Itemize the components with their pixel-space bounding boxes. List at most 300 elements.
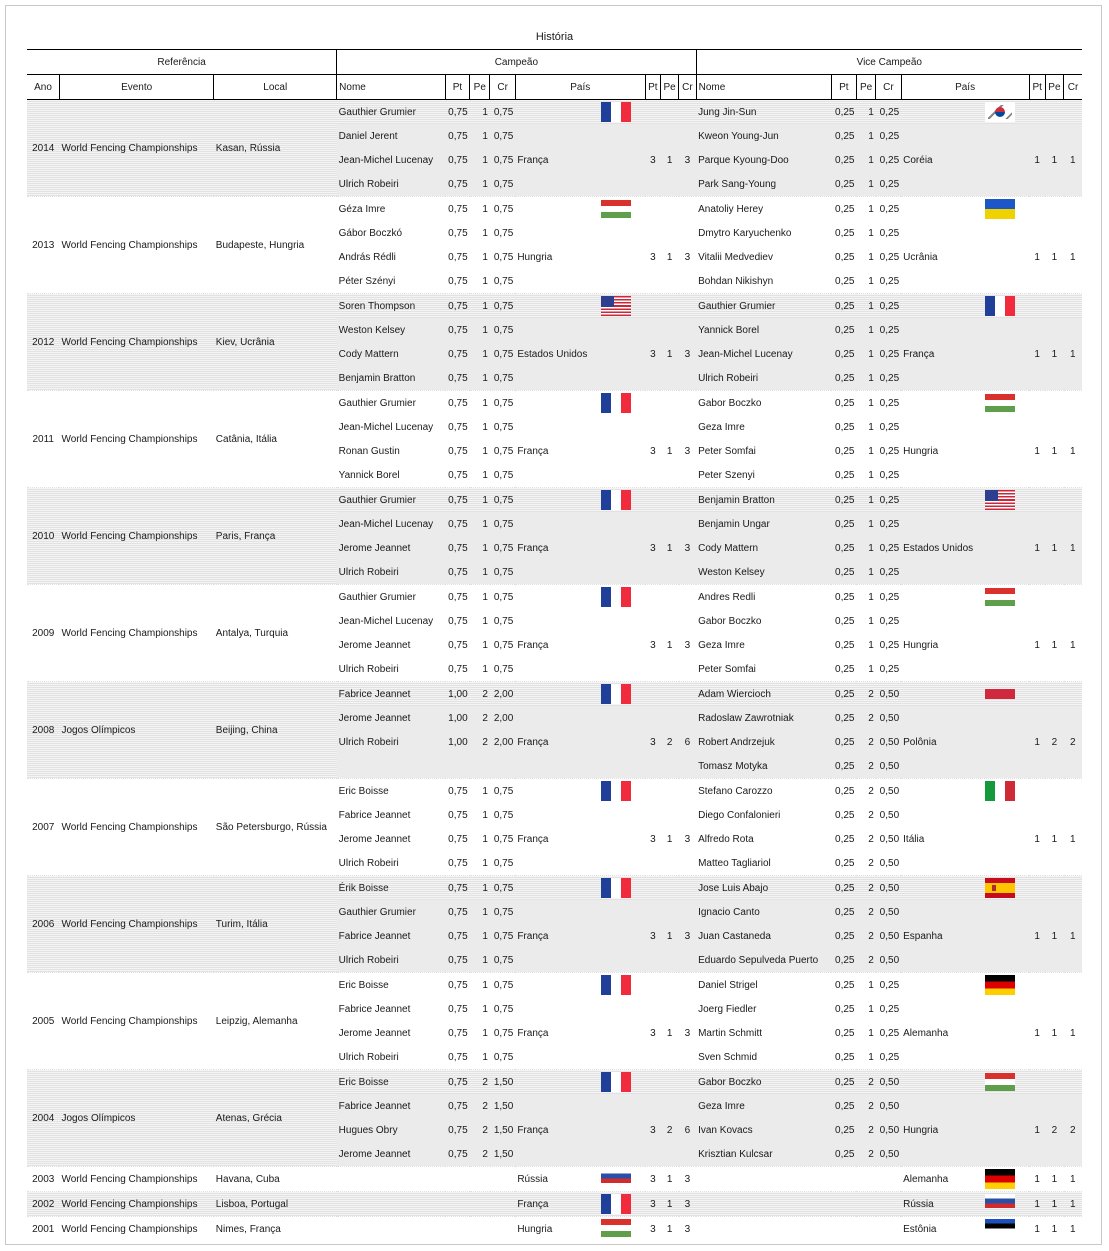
empty-cell <box>679 269 696 294</box>
champion-member-name: Gauthier Grumier <box>337 488 446 513</box>
vice-member-cr: 0,25 <box>876 148 901 172</box>
champion-member-pe: 1 <box>470 100 490 125</box>
empty-cell <box>660 415 678 439</box>
champion-member-name: Jean-Michel Lucenay <box>337 512 446 536</box>
champion-country-cr: 3 <box>679 148 696 172</box>
champion-member-pt <box>445 1217 469 1242</box>
empty-cell <box>1029 682 1045 707</box>
cell-evento: World Fencing Championships <box>59 488 213 585</box>
empty-cell <box>679 463 696 488</box>
empty-cell <box>1045 948 1063 973</box>
vice-member-cr: 0,50 <box>876 1142 901 1167</box>
empty-cell <box>1045 1142 1063 1167</box>
flag-fr-icon <box>601 975 631 995</box>
empty-cell <box>679 682 696 707</box>
vice-member-cr: 0,25 <box>879 275 900 287</box>
champion-country-name: França <box>515 730 645 754</box>
vice-member-cr: 0,25 <box>879 469 900 481</box>
empty-cell <box>901 1045 1029 1070</box>
empty-cell <box>1045 100 1063 125</box>
empty-cell <box>660 1142 678 1167</box>
empty-cell <box>1029 1070 1045 1095</box>
champion-member-cr: 0,75 <box>490 585 515 610</box>
champion-flag <box>515 1070 645 1095</box>
vice-member-pe: 1 <box>856 318 875 342</box>
champion-country-cr: 3 <box>684 1027 691 1039</box>
empty-cell <box>679 997 696 1021</box>
empty-cell <box>660 512 678 536</box>
champion-member-name: Gauthier Grumier <box>337 900 446 924</box>
col-vice-country-pt: Pt <box>1029 75 1045 100</box>
empty-cell <box>1045 318 1063 342</box>
champion-member-name: Jerome Jeannet <box>337 536 446 560</box>
champion-member-cr: 0,75 <box>490 148 515 172</box>
champion-member-pt: 0,75 <box>445 148 469 172</box>
empty-cell <box>1045 779 1063 804</box>
vice-member-name: Alfredo Rota <box>698 833 754 845</box>
vice-member-pe: 2 <box>856 779 875 804</box>
champion-member-pt: 0,75 <box>448 1027 468 1039</box>
vice-country-cr: 2 <box>1064 730 1082 754</box>
cell-evento: World Fencing Championships <box>59 973 213 1070</box>
vice-member-pt <box>831 1167 856 1192</box>
empty-cell <box>1029 512 1045 536</box>
champion-member-pe: 2 <box>470 1094 490 1118</box>
champion-member-cr: 0,75 <box>490 197 515 222</box>
champion-member-name: Ulrich Robeiri <box>337 172 446 197</box>
vice-country-pt: 1 <box>1029 536 1045 560</box>
vice-member-pe <box>856 1167 875 1192</box>
vice-member-pe: 2 <box>868 809 874 821</box>
champion-member-pt: 1,00 <box>445 706 469 730</box>
champion-member-name: Gábor Boczkó <box>338 227 403 239</box>
empty-cell <box>660 488 678 513</box>
champion-member-cr: 0,75 <box>490 512 515 536</box>
champion-member-pt: 0,75 <box>445 900 469 924</box>
champion-member-name: Ulrich Robeiri <box>338 857 399 869</box>
empty-cell <box>1064 585 1082 610</box>
col-vice-pais: País <box>901 75 1029 100</box>
empty-cell <box>679 657 696 682</box>
empty-cell <box>515 512 645 536</box>
champion-flag <box>515 391 645 416</box>
cell-ano: 2002 <box>27 1192 59 1217</box>
empty-cell <box>515 415 645 439</box>
champion-member-name <box>337 754 446 779</box>
empty-cell <box>679 585 696 610</box>
empty-cell <box>660 851 678 876</box>
table-row <box>27 1167 1082 1192</box>
empty-cell <box>660 754 678 779</box>
champion-member-pe: 1 <box>470 973 490 998</box>
table-row <box>27 391 1082 416</box>
champion-member-cr <box>490 1192 515 1217</box>
vice-member-pe: 2 <box>856 876 875 901</box>
col-vice-pe: Pe <box>856 75 875 100</box>
flag-hu-icon <box>985 588 1015 606</box>
empty-cell <box>1045 366 1063 391</box>
vice-member-pe: 1 <box>856 973 875 998</box>
vice-member-pe: 1 <box>868 663 874 675</box>
vice-member-cr: 0,25 <box>876 294 901 319</box>
vice-member-cr: 0,50 <box>879 857 900 869</box>
empty-cell <box>660 269 678 294</box>
group-campeao: Campeão <box>337 50 696 75</box>
col-champion-pe: Pe <box>470 75 490 100</box>
champion-country-pe: 1 <box>660 148 678 172</box>
vice-member-pt: 0,25 <box>831 779 856 804</box>
vice-member-pt: 0,25 <box>831 1070 856 1095</box>
cell-local: Havana, Cuba <box>214 1167 337 1192</box>
empty-cell <box>645 1045 660 1070</box>
vice-member-cr: 0,25 <box>876 973 901 998</box>
empty-cell <box>660 366 678 391</box>
col-champion-country-pt: Pt <box>645 75 660 100</box>
vice-member-pe: 2 <box>856 1118 875 1142</box>
vice-member-name: Krisztian Kulcsar <box>696 1142 831 1167</box>
vice-member-cr: 0,50 <box>876 1070 901 1095</box>
champion-member-pe: 1 <box>470 512 490 536</box>
vice-member-cr: 0,25 <box>879 639 900 651</box>
cell-evento: World Fencing Championships <box>59 100 213 197</box>
vice-country-name: Estônia <box>903 1223 937 1235</box>
empty-cell <box>1064 100 1082 125</box>
vice-member-cr: 0,50 <box>876 682 901 707</box>
vice-member-name: Juan Castaneda <box>696 924 831 948</box>
vice-member-pe: 1 <box>868 1003 874 1015</box>
empty-cell <box>901 1094 1029 1118</box>
vice-member-name: Benjamin Bratton <box>696 488 831 513</box>
empty-cell <box>660 124 678 148</box>
vice-country-pe: 1 <box>1045 1192 1063 1217</box>
empty-cell <box>1064 463 1082 488</box>
champion-member-name: Eric Boisse <box>337 779 446 804</box>
empty-cell <box>1064 997 1082 1021</box>
empty-cell <box>1029 488 1045 513</box>
empty-cell <box>1029 124 1045 148</box>
vice-member-name: Gabor Boczko <box>696 391 831 416</box>
champion-member-pt: 0,75 <box>445 342 469 366</box>
empty-cell <box>660 1070 678 1095</box>
champion-member-pe: 1 <box>470 560 490 585</box>
champion-member-name <box>337 1217 446 1242</box>
vice-member-pe: 2 <box>856 924 875 948</box>
champion-member-cr: 2,00 <box>490 706 515 730</box>
vice-member-name: Geza Imre <box>698 639 745 651</box>
vice-member-cr: 0,25 <box>879 1051 900 1063</box>
vice-country-cr: 2 <box>1064 1118 1082 1142</box>
empty-cell <box>645 512 660 536</box>
vice-member-cr: 0,25 <box>879 615 900 627</box>
empty-cell <box>679 221 696 245</box>
champion-member-name: Érik Boisse <box>337 876 446 901</box>
empty-cell <box>645 1070 660 1095</box>
empty-cell <box>679 803 696 827</box>
vice-member-cr: 0,25 <box>876 342 901 366</box>
champion-country-name: Rússia <box>517 1173 548 1185</box>
vice-country-pt: 1 <box>1029 1167 1045 1192</box>
col-champion-cr: Cr <box>490 75 515 100</box>
vice-member-pe: 2 <box>856 900 875 924</box>
vice-member-pe: 1 <box>868 639 874 651</box>
vice-member-name: Park Sang-Young <box>696 172 831 197</box>
champion-country-pt: 3 <box>645 1118 660 1142</box>
champion-member-pe <box>470 1192 490 1217</box>
vice-member-name: Diego Confalonieri <box>698 809 781 821</box>
vice-member-pt: 0,25 <box>835 445 855 457</box>
vice-member-name: Stefano Carozzo <box>696 779 831 804</box>
champion-member-pe: 1 <box>470 197 490 222</box>
champion-member-pt: 0,75 <box>445 100 469 125</box>
empty-cell <box>1045 900 1063 924</box>
vice-country-pt: 1 <box>1029 148 1045 172</box>
vice-member-cr: 0,25 <box>879 227 900 239</box>
vice-member-name: Cody Mattern <box>696 536 831 560</box>
vice-country-pe: 1 <box>1045 924 1063 948</box>
empty-cell <box>901 706 1029 730</box>
empty-cell <box>1045 415 1063 439</box>
champion-member-name: Fabrice Jeannet <box>337 682 446 707</box>
empty-cell <box>645 560 660 585</box>
champion-member-pt: 0,75 <box>445 973 469 998</box>
empty-cell <box>1064 415 1082 439</box>
col-local: Local <box>214 75 337 100</box>
empty-cell <box>660 1045 678 1070</box>
empty-cell <box>1029 876 1045 901</box>
empty-cell <box>515 803 645 827</box>
champion-member-pe: 1 <box>482 639 488 651</box>
empty-cell <box>515 1142 645 1167</box>
champion-member-pe <box>470 754 490 779</box>
champion-member-pe: 1 <box>470 366 490 391</box>
vice-member-name: Jean-Michel Lucenay <box>696 342 831 366</box>
empty-cell <box>660 876 678 901</box>
champion-member-pe: 1 <box>482 445 488 457</box>
champion-member-pt: 0,75 <box>445 536 469 560</box>
empty-cell <box>645 391 660 416</box>
flag-fr-icon <box>601 102 631 122</box>
champion-flag <box>515 876 645 901</box>
empty-cell <box>645 803 660 827</box>
flag-ua-icon <box>985 199 1015 219</box>
empty-cell <box>645 463 660 488</box>
empty-cell <box>679 1045 696 1070</box>
champion-member-cr: 0,75 <box>490 948 515 973</box>
vice-country-name: Espanha <box>901 924 1029 948</box>
vice-member-pt: 0,25 <box>831 948 856 973</box>
champion-country <box>515 1192 645 1217</box>
empty-cell <box>645 488 660 513</box>
champion-member-pt: 0,75 <box>445 512 469 536</box>
champion-member-pt: 0,75 <box>445 1094 469 1118</box>
empty-cell <box>1029 779 1045 804</box>
flag-us-icon <box>601 296 631 316</box>
empty-cell <box>1029 294 1045 319</box>
empty-cell <box>645 706 660 730</box>
empty-cell <box>1029 609 1045 633</box>
champion-member-pt: 0,75 <box>445 1070 469 1095</box>
champion-country-pe: 2 <box>660 730 678 754</box>
vice-flag <box>901 100 1029 125</box>
champion-member-name: Géza Imre <box>337 197 446 222</box>
empty-cell <box>901 221 1029 245</box>
empty-cell <box>645 682 660 707</box>
champion-member-pt: 0,75 <box>448 857 468 869</box>
vice-member-pt: 0,25 <box>831 585 856 610</box>
champion-member-cr <box>490 1167 515 1192</box>
table-row <box>27 1192 1082 1217</box>
flag-fr-icon <box>601 781 631 801</box>
empty-cell <box>1029 997 1045 1021</box>
flag-de-icon <box>985 975 1015 995</box>
champion-member-cr: 0,75 <box>493 663 514 675</box>
champion-member-pe: 1 <box>470 391 490 416</box>
vice-member-pt: 0,25 <box>831 1142 856 1167</box>
vice-member-name <box>696 1217 831 1242</box>
cell-ano: 2008 <box>27 682 59 779</box>
champion-member-pe: 1 <box>470 876 490 901</box>
cell-evento: Jogos Olímpicos <box>59 682 213 779</box>
vice-member-name: Robert Andrzejuk <box>696 730 831 754</box>
champion-member-pe: 2 <box>470 1070 490 1095</box>
empty-cell <box>660 997 678 1021</box>
vice-member-pt: 0,25 <box>831 682 856 707</box>
empty-cell <box>679 294 696 319</box>
champion-country-pe: 1 <box>666 445 673 457</box>
empty-cell <box>1029 197 1045 222</box>
champion-country-pe: 1 <box>666 833 673 845</box>
vice-country-name: Hungria <box>903 639 939 651</box>
champion-country-cr: 6 <box>679 730 696 754</box>
vice-member-pe: 2 <box>856 948 875 973</box>
vice-member-cr: 0,25 <box>879 445 900 457</box>
empty-cell <box>1045 512 1063 536</box>
empty-cell <box>660 294 678 319</box>
flag-fr-icon <box>601 1194 631 1214</box>
vice-country-pe: 2 <box>1045 730 1063 754</box>
champion-flag <box>515 973 645 998</box>
vice-member-pt: 0,25 <box>831 342 856 366</box>
empty-cell <box>515 463 645 488</box>
empty-cell <box>1045 973 1063 998</box>
empty-cell <box>1029 172 1045 197</box>
vice-member-pe: 2 <box>856 754 875 779</box>
vice-country <box>901 1167 1029 1192</box>
champion-country-pt: 3 <box>650 251 656 263</box>
champion-country-name: França <box>515 148 645 172</box>
empty-cell <box>645 876 660 901</box>
champion-member-name: Cody Mattern <box>337 342 446 366</box>
vice-member-pt: 0,25 <box>831 924 856 948</box>
vice-member-pt: 0,25 <box>835 615 855 627</box>
champion-member-name: Hugues Obry <box>337 1118 446 1142</box>
empty-cell <box>1045 221 1063 245</box>
empty-cell <box>679 100 696 125</box>
empty-cell <box>901 851 1029 876</box>
vice-member-cr: 0,25 <box>876 512 901 536</box>
champion-country-pt: 3 <box>645 148 660 172</box>
cell-local: Catânia, Itália <box>214 391 337 488</box>
vice-member-pt: 0,25 <box>831 560 856 585</box>
champion-member-cr: 0,75 <box>493 421 514 433</box>
empty-cell <box>660 657 678 682</box>
col-vice-pt: Pt <box>831 75 856 100</box>
champion-member-name: Jean-Michel Lucenay <box>337 148 446 172</box>
cell-ano: 2013 <box>27 197 59 294</box>
empty-cell <box>901 512 1029 536</box>
vice-country-name: Coréia <box>901 148 1029 172</box>
empty-cell <box>679 876 696 901</box>
vice-member-pe: 1 <box>856 488 875 513</box>
empty-cell <box>901 415 1029 439</box>
vice-member-pt: 0,25 <box>831 876 856 901</box>
champion-country-cr: 3 <box>679 342 696 366</box>
empty-cell <box>901 803 1029 827</box>
champion-country-pe: 2 <box>660 1118 678 1142</box>
champion-member-pt: 0,75 <box>445 366 469 391</box>
vice-member-pe: 1 <box>856 342 875 366</box>
empty-cell <box>660 318 678 342</box>
vice-member-pe: 1 <box>868 421 874 433</box>
empty-cell <box>901 560 1029 585</box>
empty-cell <box>645 779 660 804</box>
vice-member-pe: 2 <box>856 730 875 754</box>
empty-cell <box>1029 269 1045 294</box>
empty-cell <box>1045 269 1063 294</box>
champion-member-cr: 0,75 <box>493 445 514 457</box>
vice-member-pe <box>856 1192 875 1217</box>
empty-cell <box>660 1094 678 1118</box>
flag-ee-icon <box>985 1219 1015 1233</box>
champion-member-pt <box>445 754 469 779</box>
cell-evento: World Fencing Championships <box>59 1192 213 1217</box>
empty-cell <box>1064 172 1082 197</box>
champion-member-pt: 0,75 <box>448 1051 468 1063</box>
empty-cell <box>660 803 678 827</box>
champion-member-pe: 1 <box>482 275 488 287</box>
champion-member-cr: 0,75 <box>493 227 514 239</box>
vice-country-cr: 1 <box>1064 1167 1082 1192</box>
champion-member-pe: 1 <box>482 857 488 869</box>
champion-member-pt: 0,75 <box>448 639 468 651</box>
empty-cell <box>515 657 645 682</box>
flag-fr-icon <box>601 490 631 510</box>
vice-country-pe: 1 <box>1051 833 1058 845</box>
vice-country-pe: 1 <box>1051 639 1058 651</box>
flag-hu-icon <box>985 1073 1015 1091</box>
champion-member-pe: 2 <box>470 1118 490 1142</box>
empty-cell <box>645 1094 660 1118</box>
champion-member-name: Weston Kelsey <box>337 318 446 342</box>
champion-member-pt: 0,75 <box>445 172 469 197</box>
vice-member-name: Geza Imre <box>698 421 745 433</box>
empty-cell <box>660 682 678 707</box>
champion-member-pt: 0,75 <box>448 251 468 263</box>
champion-member-cr: 0,75 <box>493 1027 514 1039</box>
vice-member-name: Andres Redli <box>696 585 831 610</box>
vice-member-pt: 0,25 <box>835 639 855 651</box>
champion-member-pt: 0,75 <box>448 663 468 675</box>
cell-ano: 2005 <box>27 973 59 1070</box>
empty-cell <box>515 609 645 633</box>
empty-cell <box>645 415 660 439</box>
empty-cell <box>645 754 660 779</box>
champion-country-pe: 1 <box>660 1192 678 1217</box>
cell-ano: 2001 <box>27 1217 59 1242</box>
champion-member-name: András Rédli <box>338 251 396 263</box>
empty-cell <box>660 900 678 924</box>
empty-cell <box>1045 197 1063 222</box>
